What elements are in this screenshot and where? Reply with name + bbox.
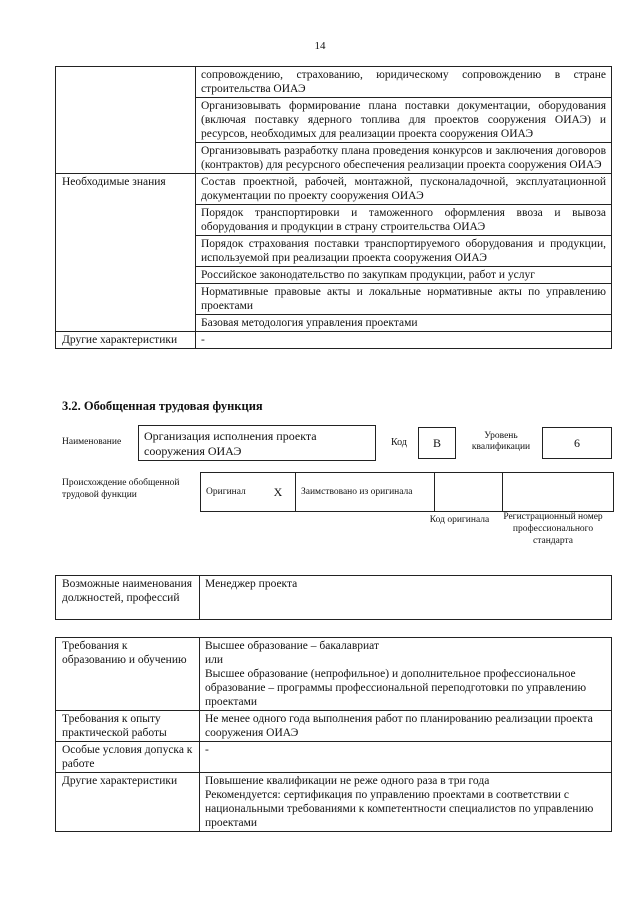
requirement-value xyxy=(200,773,612,832)
reg-number-label: Регистрационный номер профессионального стандарта xyxy=(503,512,603,546)
origin-table xyxy=(200,472,614,512)
possible-names-value: Менеджер проекта xyxy=(200,576,612,620)
requirement-line: или xyxy=(205,654,224,666)
code-original-cell xyxy=(435,473,503,512)
level-label: Уровень квалификации xyxy=(471,431,531,452)
requirement-label: Требования к образованию и обучению xyxy=(56,638,200,711)
possible-names-table xyxy=(55,575,612,620)
possible-names-label: Возможные наименования должностей, профессий xyxy=(56,576,200,620)
original-label: Оригинал xyxy=(201,473,262,512)
requirement-line: Высшее образование (непрофильное) и дополнительное профессиональное образование – программы профессиональной переподготовки по управлению проектами xyxy=(205,668,587,708)
requirement-label: Особые условия допуска к работе xyxy=(56,742,200,773)
table-row-label xyxy=(56,67,196,174)
table-row-label-knowledge: Необходимые знания xyxy=(56,174,196,332)
table-cell: Организовывать разработку плана проведения конкурсов и заключения договоров (контрактов) для ресурсного обеспечения реализации проекта сооружения ОИАЭ xyxy=(196,143,612,174)
code-value-box: B xyxy=(418,427,456,459)
requirements-table xyxy=(55,637,612,832)
section-title: 3.2. Обобщенная трудовая функция xyxy=(62,399,263,413)
table-cell: сопровождению, страхованию, юридическому сопровождению в стране строительства ОИАЭ xyxy=(196,67,612,98)
labor-actions-knowledge-table xyxy=(55,66,612,349)
reg-number-cell xyxy=(503,473,614,512)
table-cell: - xyxy=(196,332,612,349)
table-cell: Базовая методология управления проектами xyxy=(196,315,612,332)
requirement-value xyxy=(200,742,612,773)
level-value-box: 6 xyxy=(542,427,612,459)
table-cell: Состав проектной, рабочей, монтажной, пусконаладочной, эксплуатационной документации по проекту сооружения ОИАЭ xyxy=(196,174,612,205)
requirement-label: Требования к опыту практической работы xyxy=(56,711,200,742)
original-mark: X xyxy=(261,473,296,512)
requirement-value xyxy=(200,711,612,742)
borrowed-label: Заимствовано из оригинала xyxy=(296,473,435,512)
requirement-line: - xyxy=(205,744,209,756)
table-row-label-other: Другие характеристики xyxy=(56,332,196,349)
requirement-line: Не менее одного года выполнения работ по планированию реализации проекта сооружения ОИАЭ xyxy=(205,713,593,739)
code-original-label: Код оригинала xyxy=(429,515,490,525)
table-cell: Порядок страхования поставки транспортируемого оборудования и продукции, используемой при реализации проекта сооружения ОИАЭ xyxy=(196,236,612,267)
requirement-line: Повышение квалификации не реже одного раза в три года xyxy=(205,775,490,787)
name-label: Наименование xyxy=(62,437,122,447)
name-value-box: Организация исполнения проекта сооружения ОИАЭ xyxy=(138,425,376,461)
origin-label: Происхождение обобщенной трудовой функции xyxy=(62,478,180,500)
table-cell: Организовывать формирование плана поставки документации, оборудования (включая поставку ядерного топлива для проектов сооружения ОИАЭ) и ресурсов, необходимых для реализации проекта сооружения ОИАЭ xyxy=(196,98,612,143)
page-number: 14 xyxy=(314,40,326,52)
requirement-value xyxy=(200,638,612,711)
table-cell: Порядок транспортировки и таможенного оформления ввоза и вывоза оборудования и продукции в страну строительства ОИАЭ xyxy=(196,205,612,236)
code-label: Код xyxy=(391,437,407,448)
requirement-line: Высшее образование – бакалавриат xyxy=(205,640,379,652)
requirement-label: Другие характеристики xyxy=(56,773,200,832)
table-cell: Нормативные правовые акты и локальные нормативные акты по управлению проектами xyxy=(196,284,612,315)
table-cell: Российское законодательство по закупкам продукции, работ и услуг xyxy=(196,267,612,284)
requirement-line: Рекомендуется: сертификация по управлению проектами в соответствии с национальными требованиями к компетентности специалистов по управлению проектами xyxy=(205,789,594,829)
